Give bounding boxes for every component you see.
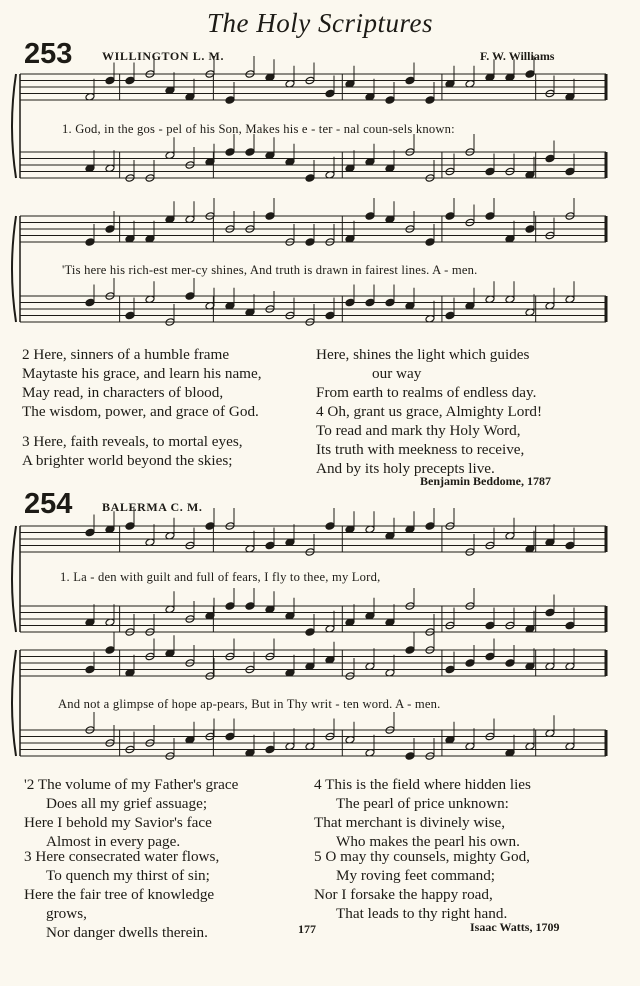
verse-254-3: 3 Here consecrated water flows, To quench my thirst of sin; Here the fair tree of knowledge grows, Nor danger dwells therein. [24, 848, 220, 941]
composer-253: F. W. Williams [480, 49, 555, 63]
verse-253-4: 4 Oh, grant us grace, Almighty Lord! To read and mark thy Holy Word, Its truth with meekness to receive, And by its holy precepts live. [316, 403, 543, 477]
lyric-line-253-1: 1. God, in the gos - pel of his Son, Makes his e - ter - nal coun-sels known: [62, 122, 455, 136]
lyric-line-254-2: And not a glimpse of hope ap-pears, But in Thy writ - ten word. A - men. [58, 697, 441, 711]
verse-254-5: 5 O may thy counsels, mighty God, My roving feet command; Nor I forsake the happy road, That leads to thy right hand. [314, 848, 530, 922]
hymn-number-253: 253 [24, 38, 73, 70]
verse-254-4: 4 This is the field where hidden lies The pearl of price unknown: That merchant is divinely wise, Who makes the pearl his own. [314, 776, 531, 850]
lyric-line-254-1: 1. La - den with guilt and full of fears, I fly to thee, my Lord, [60, 570, 381, 584]
page-title: The Holy Scriptures [207, 8, 433, 38]
hymn-number-254: 254 [24, 488, 73, 520]
verse-253-3: 3 Here, faith reveals, to mortal eyes, A brighter world beyond the skies; [22, 433, 243, 469]
author-253: Benjamin Beddome, 1787 [420, 474, 552, 488]
tune-name-254: BALERMA C. M. [102, 500, 203, 514]
tune-name-253: WILLINGTON L. M. [102, 49, 225, 63]
page-number: 177 [298, 922, 316, 936]
verse-253-3-cont: Here, shines the light which guides our way From earth to realms of endless day. [316, 346, 537, 401]
author-254: Isaac Watts, 1709 [470, 920, 560, 934]
verse-253-2: 2 Here, sinners of a humble frame Maytaste his grace, and learn his name, May read, in characters of blood, The wisdom, power, and grace of God. [22, 346, 262, 420]
lyric-line-253-2: 'Tis here his rich-est mer-cy shines, And truth is drawn in fairest lines. A - men. [62, 263, 478, 277]
verse-254-2: '2 The volume of my Father's grace Does all my grief assuage; Here I behold my Savior's face Almost in every page. [24, 776, 239, 850]
